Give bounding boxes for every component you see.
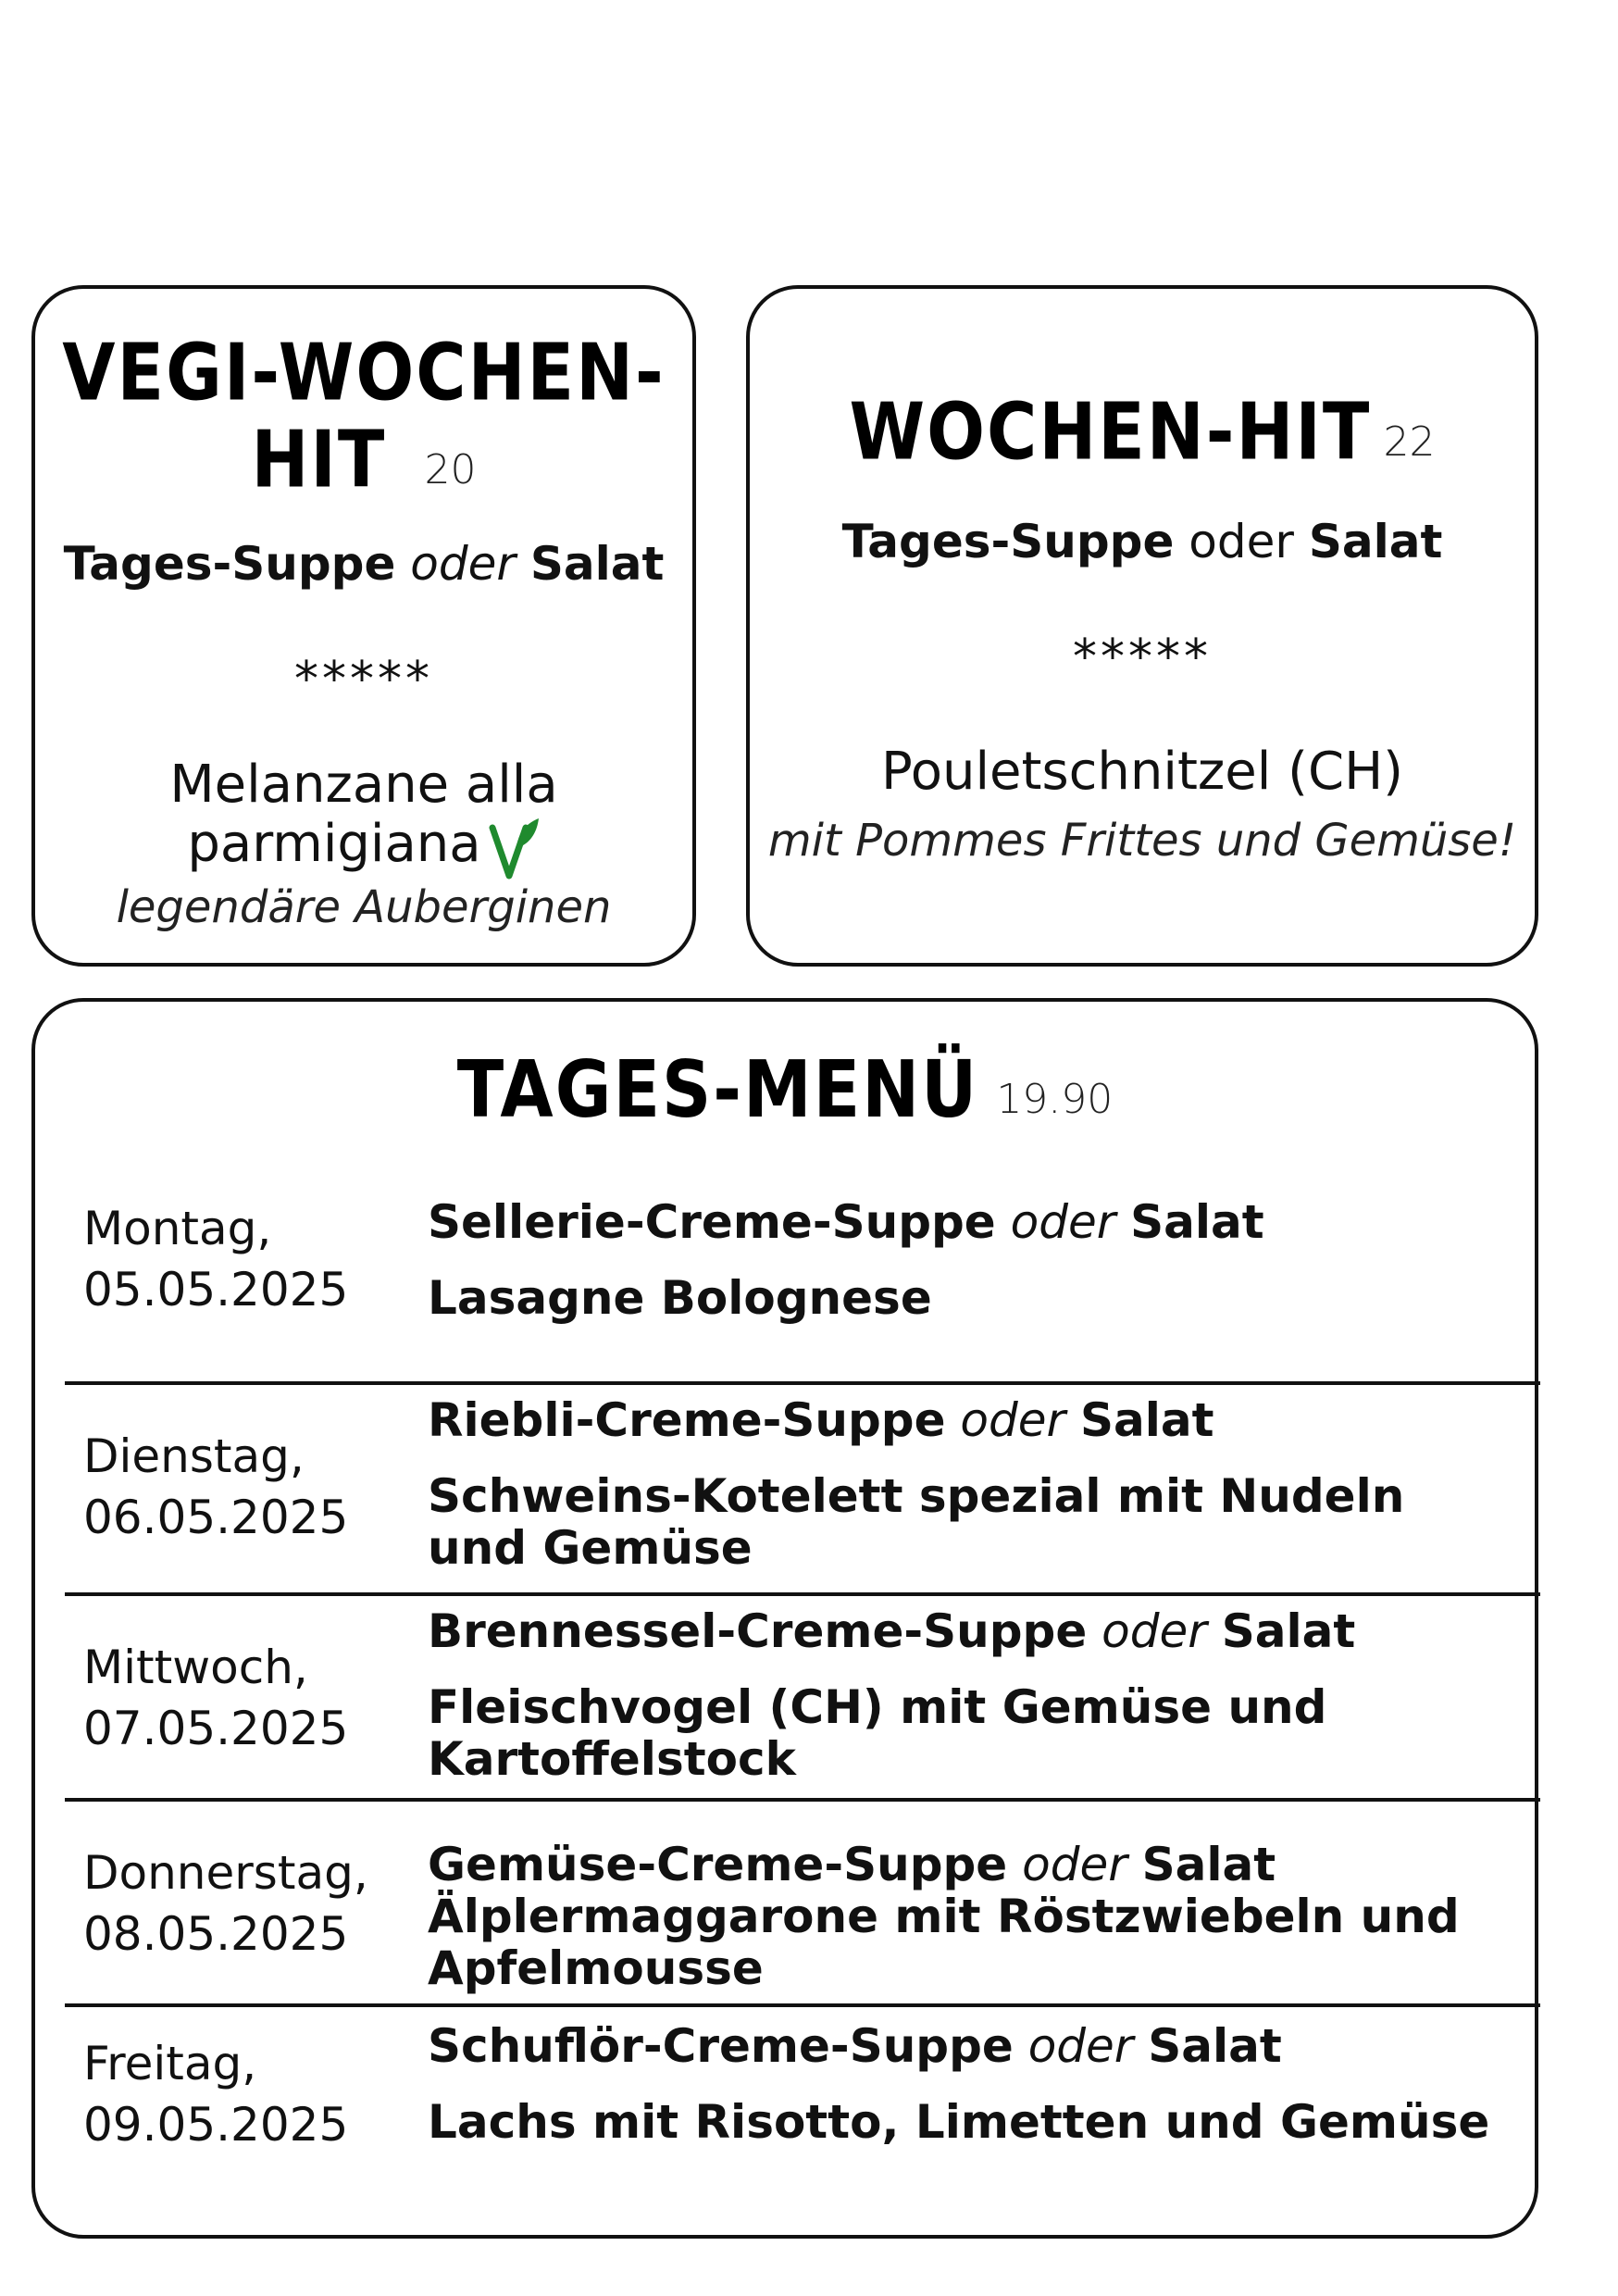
menu-soup-line — [428, 1394, 1492, 1446]
menu-meals — [428, 1196, 1492, 1324]
menu-day-cell — [83, 1426, 348, 1548]
menu-meals — [428, 1394, 1492, 1574]
menu-main-dish: Lasagne Bolognese — [428, 1271, 932, 1325]
menu-day-date: 06.05.2025 — [83, 1491, 349, 1544]
vegi-dish-line2-row — [35, 815, 692, 880]
menu-day-name: Montag, — [83, 1202, 272, 1255]
menu-or: oder — [1022, 1838, 1127, 1891]
menu-main-dish: Lachs mit Risotto, Limetten und Gemüse — [428, 2095, 1490, 2149]
vegi-title-row — [35, 414, 692, 506]
wochen-hit-price: 22 — [1383, 418, 1436, 466]
menu-soup-line — [428, 1839, 1492, 1890]
wochen-hit-separator: ***** — [1073, 630, 1212, 685]
menu-meals — [428, 2020, 1492, 2148]
vegi-wochen-hit-card — [31, 285, 696, 967]
menu-soup: Sellerie-Creme-Suppe — [428, 1195, 996, 1249]
menu-soup: Brennessel-Creme-Suppe — [428, 1604, 1088, 1658]
wochen-hit-starter-salad: Salat — [1308, 515, 1443, 568]
menu-day-cell — [83, 1637, 348, 1759]
menu-meals — [428, 1605, 1492, 1785]
vegi-price: 20 — [424, 446, 477, 493]
menu-row-wednesday — [65, 1592, 1540, 1802]
menu-row-tuesday — [65, 1381, 1540, 1596]
vegi-starter-salad: Salat — [529, 537, 665, 591]
menu-or: oder — [960, 1393, 1066, 1447]
menu-soup: Schuflör-Creme-Suppe — [428, 2019, 1014, 2073]
vegan-leaf-icon — [485, 815, 541, 880]
vegi-dish-line2: parmigiana — [187, 814, 481, 875]
menu-day-cell — [83, 2033, 348, 2155]
vegi-dish-line1: Melanzane alla — [169, 755, 558, 815]
menu-salad: Salat — [1148, 2019, 1282, 2073]
menu-salad: Salat — [1221, 1604, 1356, 1658]
menu-soup: Gemüse-Creme-Suppe — [428, 1838, 1008, 1891]
vegi-starter-soup: Tages-Suppe — [63, 537, 396, 591]
vegi-separator: ***** — [294, 652, 433, 707]
menu-row-monday — [65, 1185, 1540, 1381]
menu-day-name: Dienstag, — [83, 1429, 305, 1483]
menu-soup-line — [428, 1605, 1492, 1657]
tages-menu-title: TAGES-MENÜ — [456, 1043, 979, 1136]
menu-day-date: 07.05.2025 — [83, 1702, 349, 1755]
wochen-hit-starter-soup: Tages-Suppe — [841, 515, 1175, 568]
vegi-title-line2: HIT — [251, 414, 387, 506]
vegi-title-line1: VEGI-WOCHEN- — [62, 327, 666, 419]
menu-day-date: 09.05.2025 — [83, 2098, 349, 2152]
menu-day-date: 08.05.2025 — [83, 1907, 349, 1961]
vegi-starter — [35, 537, 692, 591]
menu-or: oder — [1101, 1604, 1207, 1658]
tages-menu-card — [31, 998, 1538, 2239]
menu-salad: Salat — [1141, 1838, 1276, 1891]
menu-row-thursday — [65, 1798, 1540, 2007]
wochen-hit-starter — [750, 515, 1535, 568]
menu-or: oder — [1010, 1195, 1116, 1249]
menu-day-cell — [83, 1842, 368, 1965]
menu-meals — [428, 1839, 1492, 1994]
menu-main-dish: Älplermaggarone mit Röstzwiebeln und Apfelmousse — [428, 1890, 1460, 1995]
menu-day-name: Mittwoch, — [83, 1641, 308, 1694]
tages-menu-title-row — [35, 1043, 1535, 1136]
vegi-starter-or: oder — [410, 537, 516, 591]
wochen-hit-title-row — [750, 386, 1535, 479]
menu-row-friday — [65, 2003, 1540, 2211]
menu-day-date: 05.05.2025 — [83, 1263, 349, 1316]
menu-soup: Riebli-Creme-Suppe — [428, 1393, 946, 1447]
wochen-hit-starter-or: oder — [1189, 515, 1294, 568]
wochen-hit-title: WOCHEN-HIT — [849, 386, 1372, 479]
menu-day-name: Donnerstag, — [83, 1846, 368, 1900]
menu-salad: Salat — [1079, 1393, 1214, 1447]
menu-soup-line — [428, 1196, 1492, 1248]
vegi-description: legendäre Auberginen — [116, 881, 612, 933]
wochen-hit-card — [746, 285, 1538, 967]
menu-day-name: Freitag, — [83, 2037, 257, 2090]
wochen-hit-dish: Pouletschnitzel (CH) — [880, 742, 1404, 802]
menu-soup-line — [428, 2020, 1492, 2072]
menu-day-cell — [83, 1198, 348, 1320]
tages-menu-price: 19.90 — [996, 1076, 1114, 1123]
menu-main-dish: Schweins-Kotelett spezial mit Nudeln und Gemüse — [428, 1469, 1405, 1575]
menu-or: oder — [1027, 2019, 1134, 2073]
menu-salad: Salat — [1130, 1195, 1264, 1249]
menu-main-dish: Fleischvogel (CH) mit Gemüse und Kartoffelstock — [428, 1680, 1327, 1786]
wochen-hit-description: mit Pommes Frittes und Gemüse! — [767, 815, 1517, 867]
